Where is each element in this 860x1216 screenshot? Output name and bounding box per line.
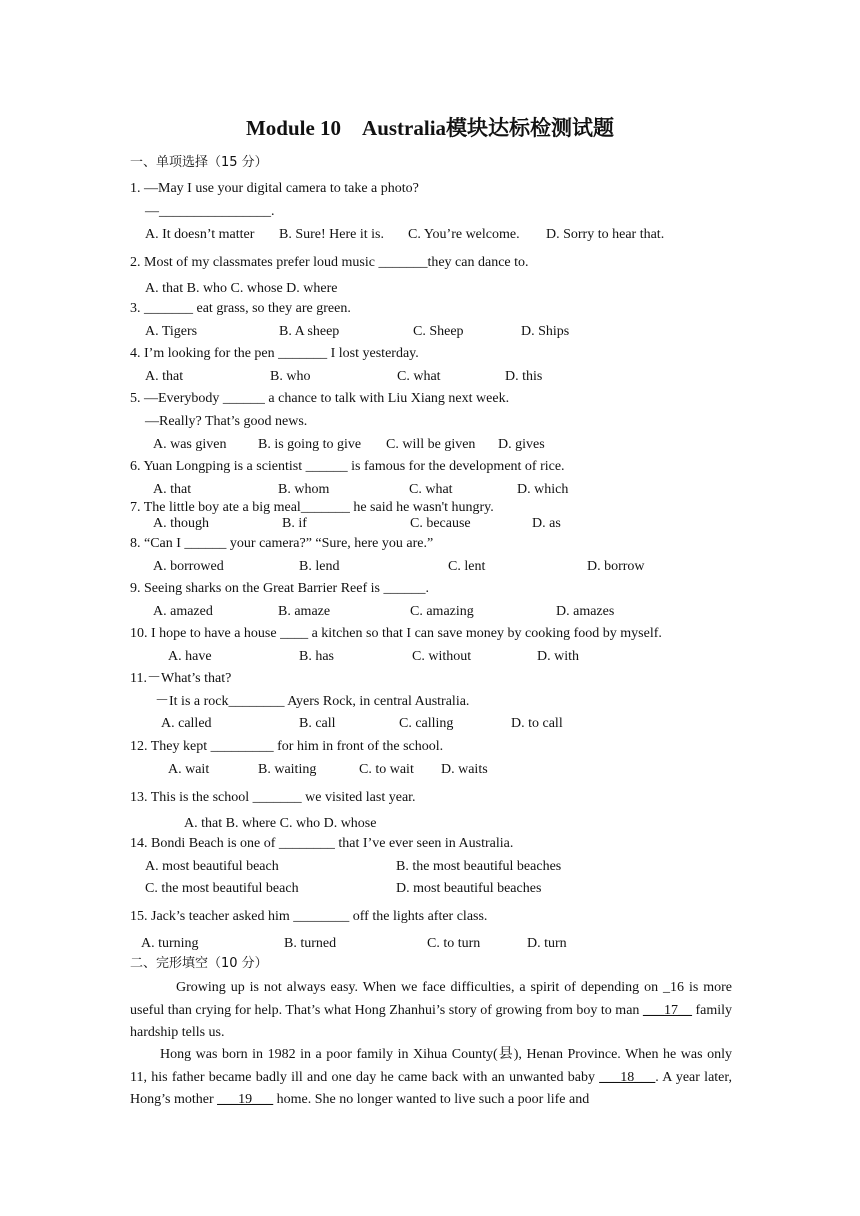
question-9-stem: 9. Seeing sharks on the Great Barrier Reef is ______.	[130, 581, 429, 596]
paragraph-text: home. She no longer wanted to live such a poor life and	[273, 1092, 590, 1107]
question-3-stem: 3. _______ eat grass, so they are green.	[130, 301, 351, 316]
option-c: C. what	[409, 482, 453, 497]
option-b: B. is going to give	[258, 437, 362, 452]
option-c: C. amazing	[410, 604, 474, 619]
option-b: B. the most beautiful beaches	[396, 859, 562, 874]
option-a: A. turning	[141, 936, 199, 951]
option-d: D. as	[532, 516, 561, 531]
option-c: C. because	[410, 516, 471, 531]
option-c: C. the most beautiful beach	[145, 881, 299, 896]
option-c: C. calling	[399, 716, 454, 731]
option-c: C. without	[412, 649, 472, 664]
option-b: B. turned	[284, 936, 337, 951]
option-d: D. Sorry to hear that.	[546, 227, 665, 242]
option-a: A. that	[153, 482, 192, 497]
question-4-stem: 4. I’m looking for the pen _______ I lost yesterday.	[130, 346, 419, 361]
option-d: D. turn	[527, 936, 567, 951]
cloze-paragraph-2	[130, 1044, 732, 1112]
option-b: B. lend	[299, 559, 340, 574]
paragraph-text: Hong was born in 1982 in a poor family in Xihua County(县), Henan Province. When he was only 11, his father became badly ill and one day he came back with an unwanted baby	[130, 1047, 732, 1085]
section-heading-2: 二、完形填空（10 分）	[130, 956, 268, 971]
question-6-stem: 6. Yuan Longping is a scientist ______ is famous for the development of rice.	[130, 459, 565, 474]
option-b: B. who	[270, 369, 311, 384]
question-13-options: A. that B. where C. who D. whose	[184, 816, 377, 831]
option-a: A. It doesn’t matter	[145, 227, 255, 242]
option-a: A. have	[168, 649, 212, 664]
question-15-stem: 15. Jack’s teacher asked him ________ off the lights after class.	[130, 909, 488, 924]
option-c: C. to turn	[427, 936, 481, 951]
question-12-stem: 12. They kept _________ for him in front of the school.	[130, 739, 444, 754]
paragraph-text: Growing up is not always easy. When we face difficulties, a spirit of depending on _16 is more useful than crying for help. That’s what Hong Zhanhui’s story of growing from boy to man	[130, 980, 732, 1018]
section-heading-1: 一、单项选择（15 分）	[130, 155, 268, 170]
paragraph-text: . A year later, Hong’s mother	[130, 1069, 732, 1107]
option-c: C. what	[397, 369, 441, 384]
question-10-stem: 10. I hope to have a house ____ a kitchen so that I can save money by cooking food by myself.	[130, 626, 662, 641]
option-d: D. which	[517, 482, 569, 497]
question-5-line2: —Really? That’s good news.	[145, 414, 308, 429]
question-11-stem: 11.－What’s that?	[130, 671, 232, 686]
question-1-stem: 1. —May I use your digital camera to take a photo?	[130, 181, 419, 196]
option-a: A. wait	[168, 762, 210, 777]
question-8-stem: 8. “Can I ______ your camera?” “Sure, here you are.”	[130, 536, 434, 551]
option-d: D. this	[505, 369, 543, 384]
answer-blank: _______	[300, 500, 350, 515]
option-a: A. called	[161, 716, 212, 731]
option-b: B. A sheep	[279, 324, 340, 339]
option-b: B. call	[299, 716, 336, 731]
question-13-stem: 13. This is the school _______ we visited last year.	[130, 790, 416, 805]
cloze-paragraph-1	[130, 977, 732, 1045]
option-a: A. borrowed	[153, 559, 224, 574]
option-a: A. that	[145, 369, 184, 384]
option-a: A. amazed	[153, 604, 213, 619]
stem-text: he said he wasn't hungry.	[349, 500, 494, 515]
question-2-options: A. that B. who C. whose D. where	[145, 281, 338, 296]
option-c: C. You’re welcome.	[408, 227, 520, 242]
option-c: C. Sheep	[413, 324, 464, 339]
option-d: D. amazes	[556, 604, 615, 619]
page-title: Module 10 Australia模块达标检测试题	[245, 116, 615, 140]
option-c: C. to wait	[359, 762, 414, 777]
option-b: B. Sure! Here it is.	[279, 227, 384, 242]
question-5-stem: 5. —Everybody ______ a chance to talk with Liu Xiang next week.	[130, 391, 510, 406]
option-c: C. will be given	[386, 437, 476, 452]
blank-18: ___18___	[599, 1069, 656, 1085]
question-14-stem: 14. Bondi Beach is one of ________ that I’ve ever seen in Australia.	[130, 836, 514, 851]
blank-19: ___19___	[217, 1092, 274, 1107]
option-c: C. lent	[448, 559, 486, 574]
option-d: D. waits	[441, 762, 488, 777]
option-a: A. though	[153, 516, 209, 531]
option-b: B. amaze	[278, 604, 331, 619]
option-b: B. waiting	[258, 762, 317, 777]
option-b: B. if	[282, 516, 307, 531]
question-2-stem: 2. Most of my classmates prefer loud music _______they can dance to.	[130, 255, 529, 270]
option-d: D. gives	[498, 437, 545, 452]
option-d: D. borrow	[587, 559, 645, 574]
option-a: A. was given	[153, 437, 227, 452]
option-a: A. most beautiful beach	[145, 859, 279, 874]
stem-text: 7. The little boy ate a big meal	[130, 500, 301, 515]
paragraph-text: family hardship tells us.	[130, 1002, 733, 1040]
option-d: D. Ships	[521, 324, 570, 339]
option-b: B. whom	[278, 482, 330, 497]
blank-17: ___17__	[642, 1002, 692, 1018]
option-d: D. to call	[511, 716, 563, 731]
option-d: D. with	[537, 649, 579, 664]
option-d: D. most beautiful beaches	[396, 881, 542, 896]
question-1-line2: —________________.	[145, 204, 275, 219]
question-11-line2: －It is a rock________ Ayers Rock, in central Australia.	[155, 694, 470, 709]
option-b: B. has	[299, 649, 334, 664]
option-a: A. Tigers	[145, 324, 198, 339]
